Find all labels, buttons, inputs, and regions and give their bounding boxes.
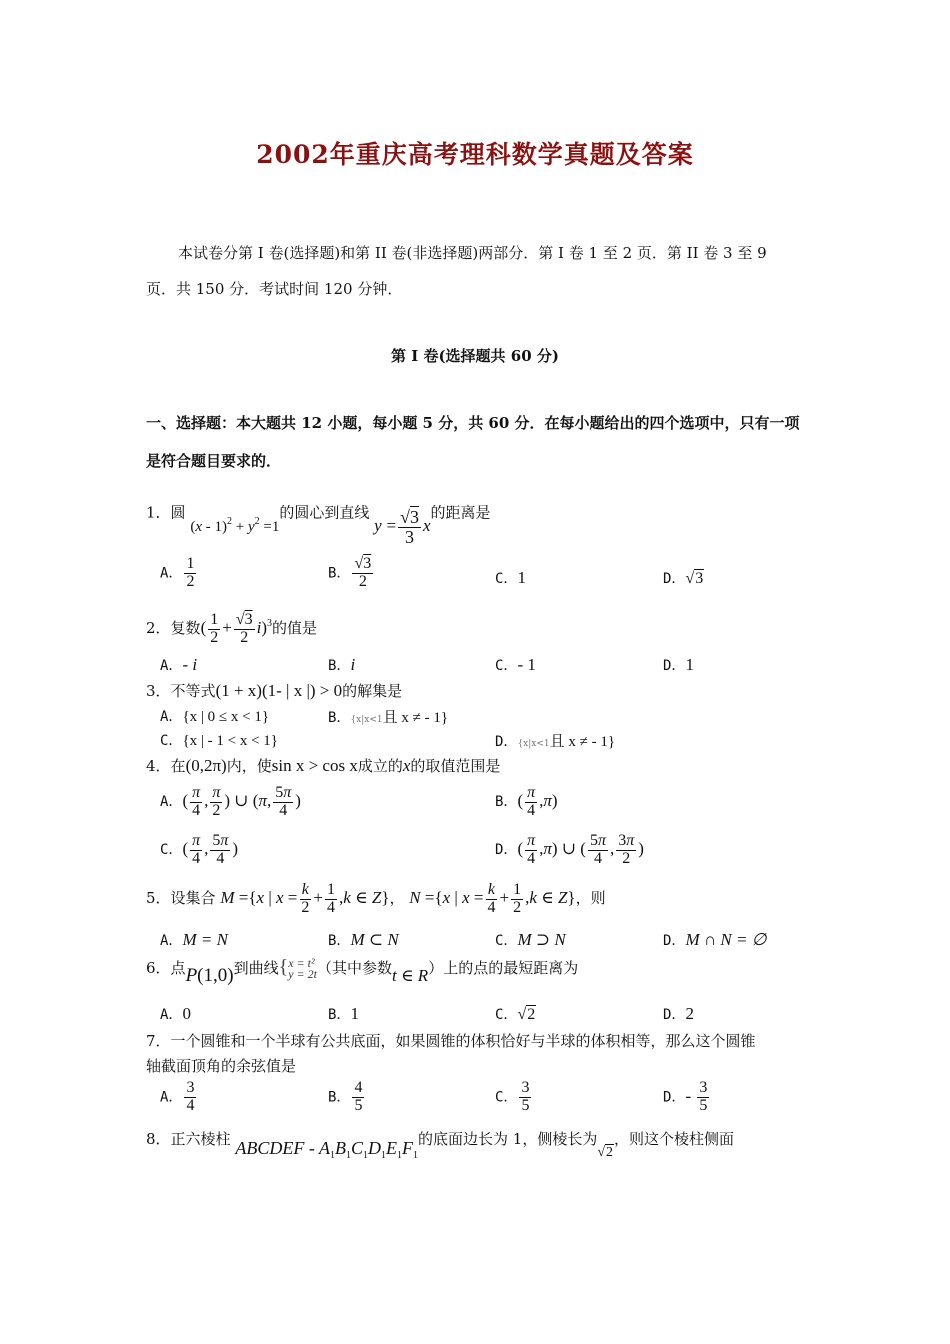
q5-set-n: N ={x | x = $\frac{k}{4}$ + $\frac{1}{2}$ ,k ∈ Z} bbox=[409, 881, 576, 916]
question-7-line-1: 7．一个圆锥和一个半球有公共底面，如果圆锥的体积恰好与半球的体积相等，那么这个圆锥 bbox=[146, 1032, 756, 1050]
q4-option-b: B．( $\frac{\pi}{4}$ ,π) bbox=[495, 784, 558, 819]
q5-option-c: C．M ⊃ N bbox=[495, 930, 566, 949]
q5-option-a: A．M = N bbox=[160, 930, 228, 949]
q7-option-a: A． $\frac{3}{4}$ bbox=[160, 1079, 195, 1114]
q4-option-c: C．( $\frac{\pi}{4}$ , $\frac{5\pi}{4}$ ) bbox=[160, 832, 239, 867]
q7-option-b: B． $\frac{4}{5}$ bbox=[328, 1079, 363, 1114]
q1-circle-equation: $(x - 1)^2 + y^2 =1$ bbox=[190, 516, 280, 536]
part1-instructions-1: 一、选择题：本大题共 12 小题，每小题 5 分，共 60 分．在每小题给出的四个选项中，只有一项 bbox=[146, 414, 800, 432]
part1-instructions-2: 是符合题目要求的． bbox=[146, 452, 282, 470]
q6-option-b: B．1 bbox=[328, 1004, 359, 1023]
question-7-line-2: 轴截面顶角的余弦值是 bbox=[146, 1057, 297, 1075]
section-heading: 第 I 卷(选择题共 60 分) bbox=[391, 347, 559, 365]
question-1: 1．圆 $(x - 1)^2 + y^2 =1$的圆心到直线 y = $\frac{√3}{3}$ x的距离是 bbox=[146, 503, 491, 547]
question-6: 6．点P(1,0)到曲线{ x = t² y = 2t （其中参数t ∈ R）上的点的最短距离为 bbox=[146, 956, 579, 986]
q5-option-b: B．M ⊂ N bbox=[328, 930, 399, 949]
intro-line-1: 本试卷分第 I 卷(选择题)和第 II 卷(非选择题)两部分．第 I 卷 1 至 2 页．第 II 卷 3 至 9 bbox=[178, 244, 767, 262]
q6-option-d: D．2 bbox=[663, 1004, 694, 1023]
q4-option-d: D．( $\frac{\pi}{4}$ ,π) ∪ ( $\frac{5\pi}{4}$ , $\frac{3\pi}{2}$ ) bbox=[495, 832, 644, 867]
question-3: 3．不等式(1 + x)(1- | x |) > 0的解集是 bbox=[146, 681, 403, 700]
q7-option-c: C． $\frac{3}{5}$ bbox=[495, 1079, 530, 1114]
q5-set-m: M ={x | x = $\frac{k}{2}$ + $\frac{1}{4}$ ,k ∈ Z} bbox=[220, 881, 390, 916]
q2-expression: ( $\frac{1}{2}$ + $\frac{√3}{2}$ i)$^3$ bbox=[200, 611, 273, 646]
q6-option-a: A．0 bbox=[160, 1004, 191, 1023]
q1-option-c: C．1 bbox=[495, 568, 526, 587]
q1-line-equation: y = $\frac{√3}{3}$ x bbox=[374, 507, 431, 547]
q3-option-c: C．{x | - 1 < x < 1} bbox=[160, 733, 279, 749]
q3-option-a: A．{x | 0 ≤ x < 1} bbox=[160, 709, 270, 725]
q5-option-d: D．M ∩ N = ∅ bbox=[663, 930, 767, 949]
q1-option-b: B． $\frac{√3}{2}$ bbox=[328, 555, 372, 590]
q3-option-b: B．{x|x<1且 x ≠ - 1} bbox=[328, 710, 449, 726]
q8-prism: ABCDEF - $A_1B_1C_1D_1E_1F_1$ bbox=[235, 1138, 419, 1161]
q6-option-c: C．√2 bbox=[495, 1006, 536, 1023]
q7-option-d: D．- $\frac{3}{5}$ bbox=[663, 1079, 708, 1114]
page-title: 2002年重庆高考理科数学真题及答案 bbox=[256, 140, 694, 169]
question-2: 2．复数( $\frac{1}{2}$ + $\frac{√3}{2}$ i)$^3$的值是 bbox=[146, 611, 318, 646]
q3-inequality: (1 + x)(1- | x |) > 0 bbox=[215, 681, 343, 700]
q2-option-d: D．1 bbox=[663, 655, 694, 674]
question-5: 5．设集合 M ={x | x = $\frac{k}{2}$ + $\frac{1}{4}$ ,k ∈ Z}， N ={x | x = $\frac{k}{4}$ + $\frac{1}{2}$ ,k ∈ Z}，则 bbox=[146, 881, 606, 916]
q1-option-d: D．√3 bbox=[663, 570, 704, 587]
q2-option-c: C．- 1 bbox=[495, 655, 536, 674]
q2-option-a: A．- i bbox=[160, 655, 198, 674]
question-8: 8．正六棱柱 ABCDEF - $A_1B_1C_1D_1E_1F_1$的底面边长为 1，侧棱长为√2，则这个棱柱侧面 bbox=[146, 1130, 735, 1161]
q2-option-b: B．i bbox=[328, 655, 356, 674]
q1-option-a: A． $\frac{1}{2}$ bbox=[160, 555, 195, 590]
intro-line-2: 页．共 150 分．考试时间 120 分钟． bbox=[146, 280, 403, 298]
q3-option-d: D．{x|x<1且 x ≠ - 1} bbox=[495, 734, 616, 750]
q6-curve-equations: x = t² y = 2t bbox=[288, 956, 317, 981]
q4-option-a: A．( $\frac{\pi}{4}$ , $\frac{\pi}{2}$ ) ∪ (π, $\frac{5\pi}{4}$ ) bbox=[160, 784, 301, 819]
q6-curve-system: { bbox=[278, 956, 289, 978]
question-4: 4．在(0,2π)内，使sin x > cos x成立的x的取值范围是 bbox=[146, 756, 501, 775]
